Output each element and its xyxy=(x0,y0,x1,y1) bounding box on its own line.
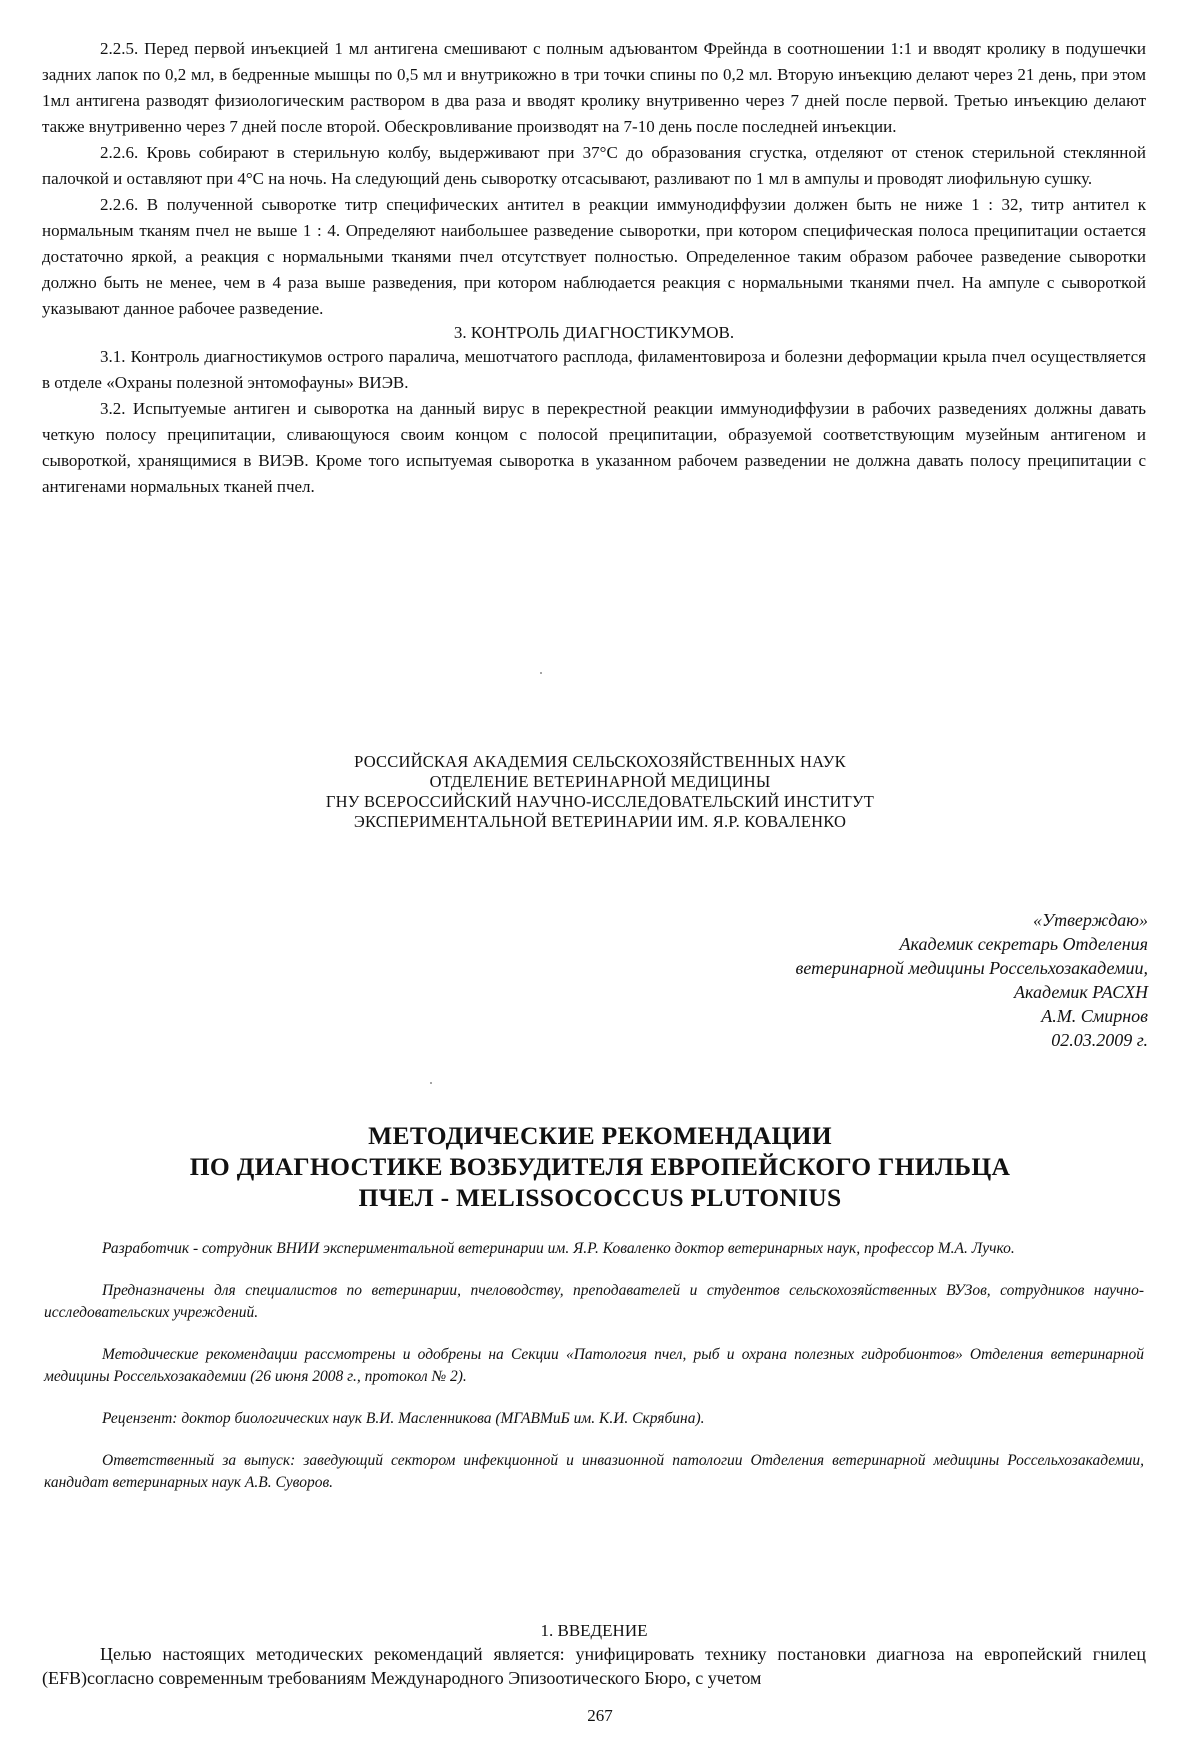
credits-block xyxy=(44,1238,1144,1494)
page-number: 267 xyxy=(587,1706,613,1725)
paragraph-3-2: 3.2. Испытуемые антиген и сыворотка на данный вирус в перекрестной реакции иммунодиффузии в рабочих разведениях должны давать четкую полосу преципитации, сливающуюся своим концом с полосой преципитации, образуемой соответствующим музейным антигеном и сывороткой, хранящимися в ВИЭВ. Кроме того испытуемая сыворотка в указанном рабочем разведении не должна давать полосу преципитации с антигенами нормальных тканей пчел. xyxy=(42,399,1146,496)
approval-position: Академик секретарь Отделения xyxy=(899,934,1148,954)
approval-header: «Утверждаю» xyxy=(1032,910,1148,930)
approval-signer: А.М. Смирнов xyxy=(1041,1006,1148,1026)
title-line-2: ПО ДИАГНОСТИКЕ ВОЗБУДИТЕЛЯ ЕВРОПЕЙСКОГО ГНИЛЬЦА xyxy=(189,1152,1011,1181)
document-title xyxy=(0,1120,1200,1213)
paragraph-2-2-6-blood: 2.2.6. Кровь собирают в стерильную колбу, выдерживают при 37°С до образования сгустка, отделяют от стенок стерильной стеклянной палочкой и оставляют при 4°С на ночь. На следующий день сыворотку отсасывают, разливают по 1 мл в ампулы и проводят лиофильную сушку. xyxy=(42,143,1146,188)
title-line-1: МЕТОДИЧЕСКИЕ РЕКОМЕНДАЦИИ xyxy=(368,1121,832,1150)
approval-organization: ветеринарной медицины Россельхозакадемии, xyxy=(795,958,1148,978)
introduction-heading: 1. ВВЕДЕНИЕ xyxy=(540,1621,648,1640)
scan-speck xyxy=(430,1082,432,1084)
credit-responsible: Ответственный за выпуск: заведующий сектором инфекционной и инвазионной патологии Отделения ветеринарной медицины Россельхозакадемии, кандидат ветеринарных наук А.В. Суворов. xyxy=(44,1452,1144,1491)
introduction-section xyxy=(42,1620,1146,1690)
top-text-block xyxy=(42,36,1146,500)
institution-line-academy: РОССИЙСКАЯ АКАДЕМИЯ СЕЛЬСКОХОЗЯЙСТВЕННЫХ НАУК xyxy=(354,752,846,771)
approval-block xyxy=(548,908,1148,1052)
approval-date: 02.03.2009 г. xyxy=(1051,1030,1148,1050)
institution-line-department: ОТДЕЛЕНИЕ ВЕТЕРИНАРНОЙ МЕДИЦИНЫ xyxy=(429,772,771,791)
credit-audience: Предназначены для специалистов по ветеринарии, пчеловодству, преподавателей и студентов сельскохозяйственных ВУЗов, сотрудников научно-исследовательских учреждений. xyxy=(44,1282,1144,1321)
paragraph-2-2-5: 2.2.5. Перед первой инъекцией 1 мл антигена смешивают с полным адъювантом Фрейнда в соотношении 1:1 и вводят кролику в подушечки задних лапок по 0,2 мл, в бедренные мышцы по 0,5 мл и внутрикожно в три точки спины по 0,2 мл. Вторую инъекцию делают через 21 день, при этом 1мл антигена разводят физиологическим раствором в два раза и вводят кролику внутривенно через 7 дней после первой. Третью инъекцию делают также внутривенно через 7 дней после второй. Обескровливание производят на 7-10 день после последней инъекции. xyxy=(42,39,1146,136)
institution-line-institute: ГНУ ВСЕРОССИЙСКИЙ НАУЧНО-ИССЛЕДОВАТЕЛЬСКИЙ ИНСТИТУТ xyxy=(325,792,875,811)
credit-approval: Методические рекомендации рассмотрены и одобрены на Секции «Патология пчел, рыб и охрана полезных гидробионтов» Отделения ветеринарной медицины Россельхозакадемии (26 июня 2008 г., протокол № 2). xyxy=(44,1346,1144,1385)
credit-reviewer: Рецензент: доктор биологических наук В.И. Масленникова (МГАВМиБ им. К.И. Скрябина). xyxy=(102,1410,705,1427)
section-3-heading: 3. КОНТРОЛЬ ДИАГНОСТИКУМОВ. xyxy=(453,323,735,342)
introduction-paragraph: Целью настоящих методических рекомендаций является: унифицировать технику постановки диагноза на европейский гнилец (EFB)согласно современным требованиям Международного Эпизоотического Бюро, с учетом xyxy=(42,1644,1146,1688)
paragraph-3-1: 3.1. Контроль диагностикумов острого паралича, мешотчатого расплода, филаментовироза и болезни деформации крыла пчел осуществляется в отделе «Охраны полезной энтомофауны» ВИЭВ. xyxy=(42,347,1146,392)
approval-title: Академик РАСХН xyxy=(1014,982,1148,1002)
institution-header xyxy=(0,752,1200,832)
credit-developer: Разработчик - сотрудник ВНИИ экспериментальной ветеринарии им. Я.Р. Коваленко доктор ветеринарных наук, профессор М.А. Лучко. xyxy=(102,1240,1015,1257)
scan-speck xyxy=(540,672,542,674)
title-line-3: ПЧЕЛ - MELISSOCOCCUS PLUTONIUS xyxy=(358,1183,842,1212)
paragraph-2-2-6-serum: 2.2.6. В полученной сыворотке титр специфических антител в реакции иммунодиффузии должен быть не ниже 1 : 32, титр антител к нормальным тканям пчел не выше 1 : 4. Определяют наибольшее разведение сыворотки, при котором специфическая полоса преципитации остается достаточно яркой, а реакция с нормальными тканями пчел отсутствует полностью. Определенное таким образом рабочее разведение сыворотки должно быть не менее, чем в 4 раза выше разведения, при котором наблюдается реакция с нормальными тканями пчел. На ампуле с сывороткой указывают данное рабочее разведение. xyxy=(42,195,1146,318)
institution-line-name: ЭКСПЕРИМЕНТАЛЬНОЙ ВЕТЕРИНАРИИ ИМ. Я.Р. КОВАЛЕНКО xyxy=(353,812,847,831)
